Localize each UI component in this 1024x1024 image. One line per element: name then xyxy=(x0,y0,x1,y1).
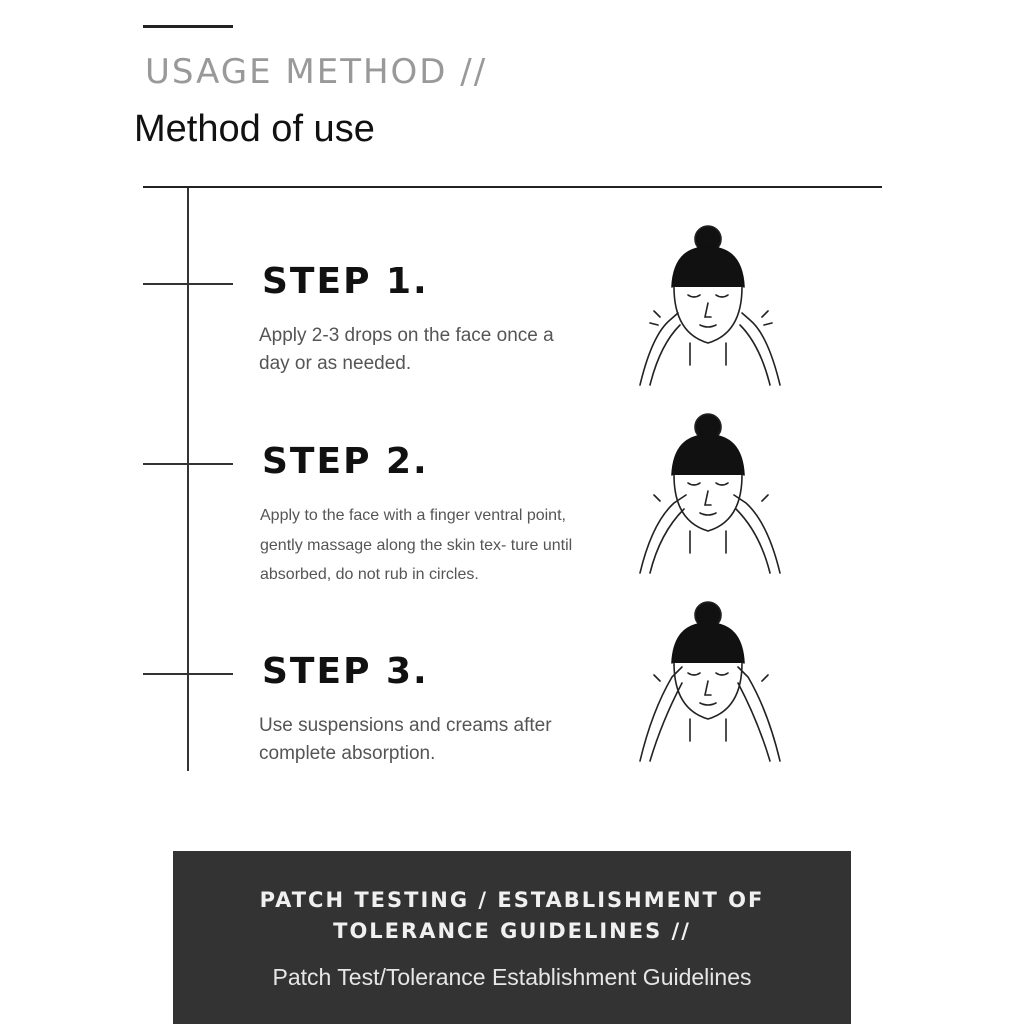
step-3-description: Use suspensions and creams after complete absorption. xyxy=(259,715,552,764)
timeline-line xyxy=(187,188,189,771)
step-1-title: STEP 1. xyxy=(262,261,429,302)
step-2-title: STEP 2. xyxy=(262,441,429,482)
step-1-description: Apply 2-3 drops on the face once a day or as needed. xyxy=(259,325,554,374)
step-3-title: STEP 3. xyxy=(262,651,429,692)
header-divider xyxy=(143,186,882,188)
face-illustration-step-3 xyxy=(630,601,790,771)
section-label: USAGE METHOD // xyxy=(145,52,488,92)
page-title: Method of use xyxy=(134,108,375,150)
patch-test-banner xyxy=(173,851,851,1024)
top-decorative-rule xyxy=(143,25,233,28)
face-illustration-step-1 xyxy=(630,225,790,395)
step-2-description: Apply to the face with a finger ventral point, gently massage along the skin tex- ture until absorbed, do not rub in circles. xyxy=(260,507,573,583)
banner-subtitle: Patch Test/Tolerance Establishment Guidelines xyxy=(272,964,752,990)
banner-title: PATCH TESTING / ESTABLISHMENT OF TOLERANCE GUIDELINES // xyxy=(259,888,765,943)
timeline-tick-step-3 xyxy=(143,673,233,675)
face-illustration-step-2 xyxy=(630,413,790,583)
timeline-tick-step-1 xyxy=(143,283,233,285)
timeline-tick-step-2 xyxy=(143,463,233,465)
